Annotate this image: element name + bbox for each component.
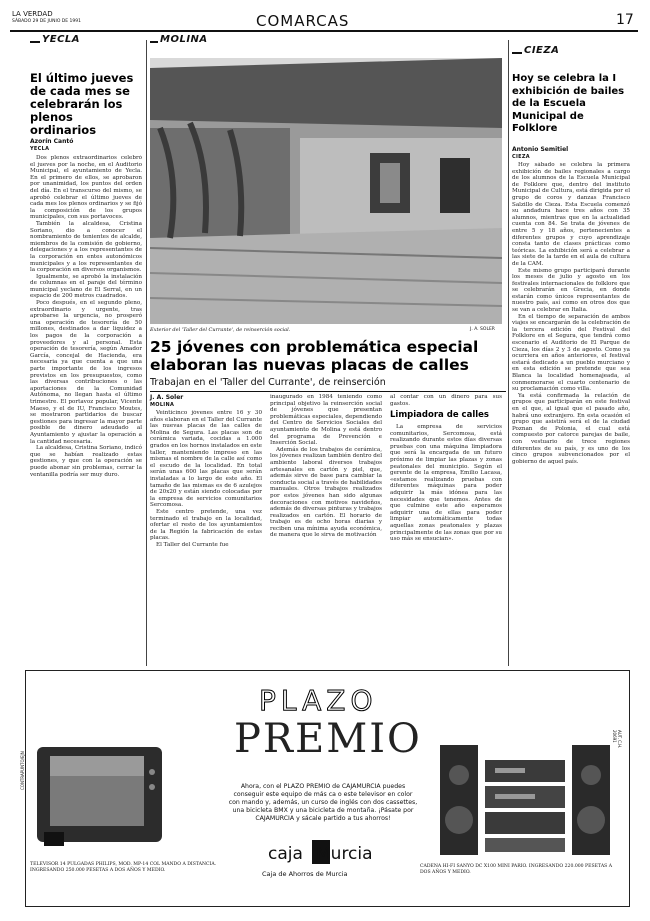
cieza-paragraph: Ya está confirmada la relación de grupos que participarán en este festival en el que, al igual que el pasado año, habrá uno extranjero. En esta ocasión el grupo que asistirá será el de la ciudad Poznan de Polonia, el cual está compuesto por catorce parejas de baile, con vestuario de trece regiones diferentes de su país, y es uno de los cinco grupos subvencionados por el gobierno de aquel país. — [512, 392, 630, 465]
cieza-paragraph: En el tiempo de separación de ambos viajes se encargarán de la celebración de la tercera edición del Festival del Folklore en el Segura, que tendrá como escenario el Auditorio de El Parque de Cieza, los días 2 y 3 de agosto. Como ya ocurriera en años anteriores, el festival estará dedicado a un pueblo murciano y en esta edición se pretende que sea Blanca la localidad homenajeada, al conmemorarse el cuarto centenario de su proclamación como villa. — [512, 313, 630, 393]
molina-paragraph: Este centro pretende, una vez terminado el trabajo en la localidad, ofertar el resto de los ayuntamientos de la Región la fabricación de estas placas. — [150, 508, 262, 542]
masthead-rule — [10, 30, 638, 32]
molina-paragraph: El Taller del Currante fue — [156, 541, 229, 548]
tv-image — [32, 742, 172, 852]
yecla-headline: El último jueves de cada mes se celebrarán los plenos ordinarios — [30, 71, 134, 137]
molina-headline: 25 jóvenes con problemática especial elaboran las nuevas placas de calles — [150, 338, 479, 374]
yecla-body — [30, 155, 142, 655]
molina-col3-subhead: Limpiadora de calles — [390, 410, 489, 420]
ad-tagline: Caja de Ahorros de Murcia — [262, 870, 348, 878]
molina-col1 — [150, 410, 262, 660]
cieza-paragraph: Este mismo grupo participará durante los meses de julio y agosto en los festivales internacionales de folklore que se celebrarán en Grecia, en donde estarán como únicos representantes de nuestro país, así como en otros dos que se van a celebrar en Italia. — [512, 267, 630, 314]
column-divider — [146, 40, 147, 666]
cajamurcia-logo — [268, 840, 398, 868]
ad-title-box — [234, 682, 422, 762]
molina-paragraph: inaugurado en 1984 teniendo como principal objetivo la reinserción social de jóvenes que presentan problemáticas especiales, dependiendo del Centro de Servicios Sociales del ayuntamiento de Molina y está dentro del programa de Prevención e Inserción Social. — [270, 394, 382, 447]
molina-author: J. A. Soler — [150, 394, 184, 401]
ad-title-main: PREMIO — [234, 716, 422, 762]
ad-title-top: PLAZO — [259, 684, 378, 717]
cieza-body — [512, 162, 630, 660]
page-number: 17 — [616, 12, 634, 28]
ad-copy: Ahora, con el PLAZO PREMIO de CAJAMURCIA puedes conseguir este equipo de más ca o este televisor en color con mando y, además, un curso de inglés con dos cassettes, una bicicleta BMX y una bicicleta de montaña. ¡Pásate por CAJAMURCIA y sácale partido a tus ahorros! — [228, 783, 418, 822]
yecla-author: Azorín Cantó — [30, 138, 74, 145]
issue-date: SÁBADO 29 DE JUNIO DE 1991 — [12, 19, 81, 24]
cieza-rule — [512, 52, 522, 54]
molina-col3 — [390, 424, 502, 660]
brand-left: caja — [268, 844, 303, 864]
yecla-place: YECLA — [30, 146, 50, 152]
ad-side-left: CONTRAPUNTO/EJN — [20, 751, 25, 790]
cieza-paragraph: Hoy sábado se celebra la primera exhibición de bailes regionales a cargo de los alumnos de la Escuela Municipal de Folklore que, dentro del instituto Municipal de Cultura, está dirigida por el grupo de coros y danzas Francisco Salzillo de Cieza. Esta Escuela comenzó su andadura hace tres años con 35 alumnos, mientras que en la actualidad cuenta con 84. Se trata de jóvenes de entre 5 y 18 años, pertenecientes a diferentes grupos y cuyo aprendizaje consta tanto de clases prácticas como teóricas. La exhibición será a celebrar a las siete de la tarde en el aula de cultura de la CAM. — [512, 162, 630, 267]
molina-subhead-rule — [150, 391, 506, 392]
cieza-section-label: CIEZA — [524, 45, 560, 56]
molina-col3-intro: al contar con un dinero para sus gastos. — [390, 394, 502, 407]
molina-paragraph: La empresa de servicios comunitarios, Sercomosa, está realizando durante estos días diversas pruebas con una máquina limpiadora que será la encargada de un futuro próximo de limpiar las plazas y zonas peatonales del municipio. Según el gerente de la empresa, Emilio Lacasa, «estamos realizando pruebas con diferentes máquinas para poder adquirir la más idónea para las necesidades que tenemos. Antes de que culmine este año esperamos adquirir una de ellas para poder limpiar automáticamente todas aquellas zonas peatonales y plazas principalmente de las zonas que por su uso más se ensucian». — [390, 424, 502, 543]
molina-rule — [150, 41, 158, 43]
television-graphic — [32, 742, 172, 852]
molina-place: MOLINA — [150, 402, 175, 408]
paper-name: LA VERDAD — [12, 10, 53, 18]
yecla-paragraph: Igualmente, se aprobó la instalación de columnas en el paraje del término municipal yeclano de El Serral, en un espacio de 200 metros cuadrados. — [30, 273, 142, 300]
section-title: COMARCAS — [256, 12, 350, 30]
cieza-place: CIEZA — [512, 154, 530, 160]
molina-paragraph: Veinticinco jóvenes entre 16 y 30 años elaboran en el Taller del Currante las nuevas placas de las calles de Molina de Segura. Las placas son de cerámica variada, cocidas a 1.000 grados en los hornos instalados en este taller, manteniendo impreso en las mismas el nombre de la calle así como el escudo de la localidad. En total serán unas 600 las placas que serán instaladas a lo largo de este año. El tamaño de las mismas es de 6 azulejos de 20x20 y están siendo colocadas por la empresa de servicios comunitarios Sercomosa. — [150, 410, 262, 509]
molina-photo-credit: J. A. SOLER — [470, 327, 495, 332]
hifi-image — [440, 740, 610, 860]
yecla-paragraph: La alcaldesa, Cristina Soriano, indicó que se habían realizado estas gestiones, y que con la operación se puede abonar sin problemas, cerrar la ventanilla podría ser muy duro. — [30, 445, 142, 478]
yecla-section-label: YECLA — [42, 34, 81, 45]
yecla-paragraph: Dos plenos extraordinarios celebró el jueves por la noche, en el Auditorio Municipal, el ayuntamiento de Yecla. En el primero de ellos, se aprobaron por unanimidad, los puntos del orden del día. En el transcurso del mismo, se aprobó celebrar el último jueves de cada mes los plenos ordinarios y se fijó la composición de los grupos municipales, con sus portavoces. — [30, 155, 142, 221]
ad-side-right: AUT. C.H. 20691 — [612, 730, 622, 749]
cieza-headline: Hoy se celebra la I exhibición de bailes de la Escuela Municipal de Folklore — [512, 73, 625, 134]
molina-photo — [150, 58, 502, 324]
building-photo-graphic — [150, 58, 502, 324]
hifi-system-graphic — [440, 740, 610, 860]
column-divider — [508, 40, 509, 666]
brand-right: Murcia — [316, 844, 373, 864]
yecla-paragraph: También la alcaldesa, Cristina Soriano, dio a conocer el nombramiento de tenientes de alcalde, miembros de la comisión de gobierno, delegaciones y a los representantes de la corporación en entes autonómicos municipales y a los representantes de la corporación en diversos organismos. — [30, 220, 142, 274]
yecla-paragraph: Poco después, en el segundo pleno, extraordinario y urgente, tras aprobarse la urgencia, no prosperó una operación de tesorería de 50 millones, destinados a dar liquidez a los pagos de la corporación a proveedores y al personal. Esta operación de tesorería, según Amador García, concejal de Hacienda, era necesaria ya que cuenta a que una parte importante de los ingresos previstos en los presupuestos, como las diversas contribuciones o las aportaciones de la Comunidad Autónoma, no llegan hasta el último trimestre. El portavoz popular, Vicente Maeso, y el de IU, Francisco Moutes, se mostraron partidarios de buscar gestiones para ingresar la mayor parte posible de dinero adeudado al Ayuntamiento y ajustar la operación a la cantidad necesaria. — [30, 300, 142, 445]
molina-section-label: MOLINA — [160, 34, 208, 45]
molina-subhead: Trabajan en el 'Taller del Currante', de reinserción — [150, 377, 386, 388]
molina-paragraph: Además de los trabajos de cerámica, los jóvenes realizan también dentro del ambiente laboral diversos trabajos artesanales en cartón y piel, que, además sirve de base para cambiar la conducta social a través de habilidades manuales. Otros trabajos realizados por estos jóvenes han sido algunas decoraciones con motivos navideños, además de diversas pinturas y trabajos realizados en cartón. El horario de trabajo es de ocho horas diarias y reciben una mínima ayuda económica, de manera que le sirva de motivación — [270, 446, 382, 539]
yecla-rule — [30, 41, 40, 43]
cieza-author: Antonio Semitiel — [512, 146, 569, 153]
molina-photo-caption: Exterior del 'Taller del Currante', de reinserción social. — [150, 327, 291, 333]
molina-col2 — [270, 394, 382, 660]
tv-caption: TELEVISOR 14 PULGADAS PHILIPS, MOD. MP-14 COL MANDO A DISTANCIA. INGRESANDO 250.000 PESETAS A DOS AÑOS Y MEDIO. — [30, 862, 217, 873]
hifi-caption: CADENA HI-FI SANYO DC X100 MINI PARIO. INGRESANDO 220.000 PESETAS A DOS AÑOS Y MEDIO. — [420, 864, 613, 875]
